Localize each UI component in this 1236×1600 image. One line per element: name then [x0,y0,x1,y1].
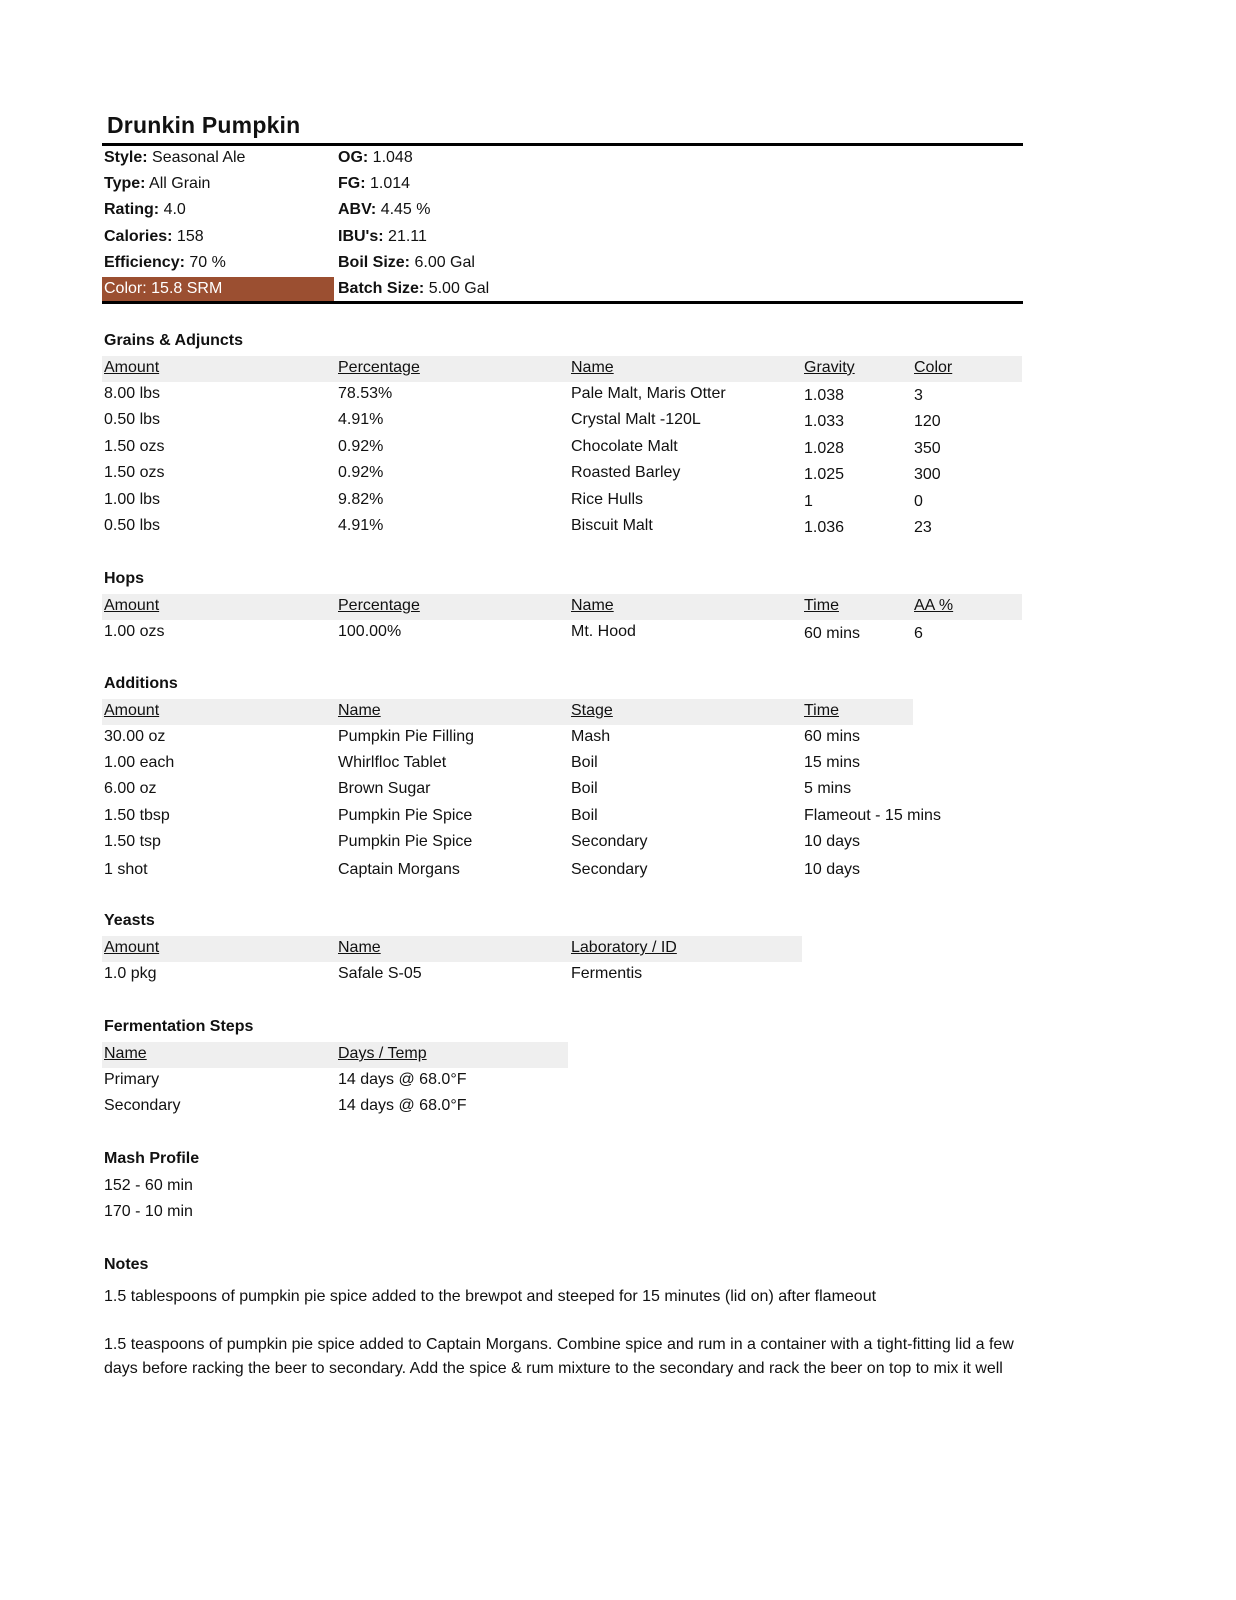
grains-column-header: Percentage [338,359,420,376]
grains-table-cell: 3 [914,387,923,404]
stat-boil-size [338,251,475,275]
stat-value: 1.048 [372,149,413,166]
stats-rule [102,301,1023,304]
additions-table-cell: 30.00 oz [104,728,166,745]
grains-table-cell: 1.028 [804,440,845,457]
additions-table-cell: 6.00 oz [104,780,157,797]
additions-table-cell: Whirlfloc Tablet [338,754,447,771]
yeasts-table-cell: Safale S-05 [338,965,422,982]
stat-label: ABV: [338,201,377,218]
stat-og [338,146,413,170]
hops-column-header: AA % [914,597,954,614]
yeasts-column-header: Name [338,939,381,956]
stat-rating [104,198,186,222]
stat-type [104,172,210,196]
yeasts-table-cell: 1.0 pkg [104,965,157,982]
hops-table-cell: 100.00% [338,623,402,640]
grains-table-cell: 1.00 lbs [104,491,161,508]
color-swatch-cell [102,277,334,301]
grains-table-cell: 1 [804,493,813,510]
additions-table-cell: 10 days [804,861,861,878]
additions-column-header: Name [338,702,381,719]
additions-table-cell: Secondary [571,861,648,878]
stat-value: 70 % [189,254,226,271]
fermentation-table-cell: Primary [104,1071,160,1088]
additions-table-cell: Secondary [571,833,648,850]
stat-value: 1.014 [370,175,411,192]
grains-table-cell: 23 [914,519,932,536]
hops-table-cell: 60 mins [804,625,861,642]
grains-table-cell: 0.50 lbs [104,517,161,534]
additions-table-cell: Captain Morgans [338,861,460,878]
hops-column-header: Time [804,597,839,614]
note-paragraph: 1.5 teaspoons of pumpkin pie spice added to Captain Morgans. Combine spice and rum in a container with a tight-fitting lid a few days before racking the beer to secondary. Add the spice & rum mixture to the secondary and rack the beer on top to mix it well [104,1336,1014,1377]
additions-table-cell: 1 shot [104,861,148,878]
grains-table-cell: 0.92% [338,438,384,455]
mash-profile-title: Mash Profile [104,1150,200,1167]
stat-ibu [338,225,427,249]
grains-table-cell: 0.50 lbs [104,411,161,428]
grains-table-cell: 4.91% [338,517,384,534]
grains-table-cell: Roasted Barley [571,464,681,481]
grains-table-cell: 78.53% [338,385,393,402]
stat-calories [104,225,204,249]
stat-value: 158 [176,228,204,245]
yeasts-column-header: Amount [104,939,160,956]
additions-table-cell: Boil [571,754,598,771]
grains-table-cell: 350 [914,440,941,457]
recipe-title: Drunkin Pumpkin [107,112,301,138]
stat-label: Style: [104,149,148,166]
stat-label: Type: [104,175,146,192]
yeasts-section-title: Yeasts [104,912,155,929]
additions-section-title: Additions [104,675,178,692]
additions-table-cell: 60 mins [804,728,861,745]
yeasts-column-header: Laboratory / ID [571,939,677,956]
fermentation-section-title: Fermentation Steps [104,1018,254,1035]
stat-label: FG: [338,175,366,192]
grains-table-cell: 120 [914,413,941,430]
grains-table-cell: 1.038 [804,387,845,404]
stat-efficiency [104,251,226,275]
additions-table-cell: 5 mins [804,780,852,797]
grains-table-cell: 1.50 ozs [104,438,165,455]
stat-value: Seasonal Ale [152,149,246,166]
yeasts-table-cell: Fermentis [571,965,643,982]
grains-column-header: Amount [104,359,160,376]
grains-table-cell: 1.025 [804,466,845,483]
mash-step: 152 - 60 min [104,1177,193,1194]
fermentation-column-header: Days / Temp [338,1045,427,1062]
stat-batch-size [338,277,489,301]
grains-table-cell: 9.82% [338,491,384,508]
stat-value: 6.00 Gal [414,254,475,271]
grains-table-cell: 1.036 [804,519,845,536]
fermentation-header-row [102,1042,568,1068]
stat-label: Calories: [104,228,173,245]
stat-value: All Grain [149,175,211,192]
grains-table-cell: 1.033 [804,413,845,430]
grains-table-cell: Rice Hulls [571,491,644,508]
hops-section-title: Hops [104,570,144,587]
grains-table-cell: 8.00 lbs [104,385,161,402]
hops-column-header: Amount [104,597,160,614]
stat-style [104,146,245,170]
grains-table-cell: 0.92% [338,464,384,481]
stat-label: Boil Size: [338,254,411,271]
additions-table-cell: 1.00 each [104,754,175,771]
additions-table-cell: Mash [571,728,611,745]
mash-step: 170 - 10 min [104,1203,193,1220]
grains-table-cell: 0 [914,493,923,510]
additions-table-cell: 1.50 tbsp [104,807,170,824]
fermentation-table-cell: Secondary [104,1097,181,1114]
hops-column-header: Percentage [338,597,420,614]
notes-title: Notes [104,1256,149,1273]
additions-header-row [102,699,913,725]
stat-label: Rating: [104,201,160,218]
grains-column-header: Name [571,359,614,376]
stat-abv [338,198,431,222]
additions-table-cell: Pumpkin Pie Spice [338,807,473,824]
additions-column-header: Amount [104,702,160,719]
stat-value: 4.45 % [380,201,431,218]
stat-label: Efficiency: [104,254,185,271]
grains-header-row [102,356,1022,382]
additions-table-cell: 1.50 tsp [104,833,161,850]
stat-value: 5.00 Gal [428,280,490,297]
grains-table-cell: 300 [914,466,941,483]
additions-table-cell: Pumpkin Pie Filling [338,728,475,745]
hops-table-cell: Mt. Hood [571,623,636,640]
fermentation-column-header: Name [104,1045,147,1062]
additions-table-cell: Pumpkin Pie Spice [338,833,473,850]
additions-table-cell: Brown Sugar [338,780,431,797]
additions-table-cell: Boil [571,807,598,824]
stat-value: 4.0 [163,201,186,218]
grains-column-header: Color [914,359,953,376]
hops-table-cell: 6 [914,625,923,642]
stat-label: OG: [338,149,369,166]
stat-value-color: 15.8 SRM [151,280,223,297]
fermentation-table-cell: 14 days @ 68.0°F [338,1097,467,1114]
yeasts-header-row [102,936,802,962]
fermentation-table-cell: 14 days @ 68.0°F [338,1071,467,1088]
grains-table-cell: Chocolate Malt [571,438,678,455]
stat-value: 21.11 [388,228,427,245]
stat-fg [338,172,410,196]
additions-table-cell: Boil [571,780,598,797]
additions-table-cell: 10 days [804,833,861,850]
additions-column-header: Time [804,702,839,719]
grains-table-cell: 1.50 ozs [104,464,165,481]
stat-label: Batch Size: [338,280,425,297]
grains-table-cell: Pale Malt, Maris Otter [571,385,726,402]
hops-column-header: Name [571,597,614,614]
stat-label: IBU's: [338,228,384,245]
grains-table-cell: Biscuit Malt [571,517,653,534]
additions-column-header: Stage [571,702,613,719]
additions-table-cell: 15 mins [804,754,861,771]
grains-section-title: Grains & Adjuncts [104,332,243,349]
stat-label-color: Color: [104,280,147,297]
hops-table-cell: 1.00 ozs [104,623,165,640]
hops-header-row [102,594,1022,620]
additions-table-cell: Flameout - 15 mins [804,807,941,824]
grains-table-cell: Crystal Malt -120L [571,411,701,428]
grains-column-header: Gravity [804,359,855,376]
grains-table-cell: 4.91% [338,411,384,428]
note-paragraph: 1.5 tablespoons of pumpkin pie spice added to the brewpot and steeped for 15 minutes (lid on) after flameout [104,1288,877,1305]
